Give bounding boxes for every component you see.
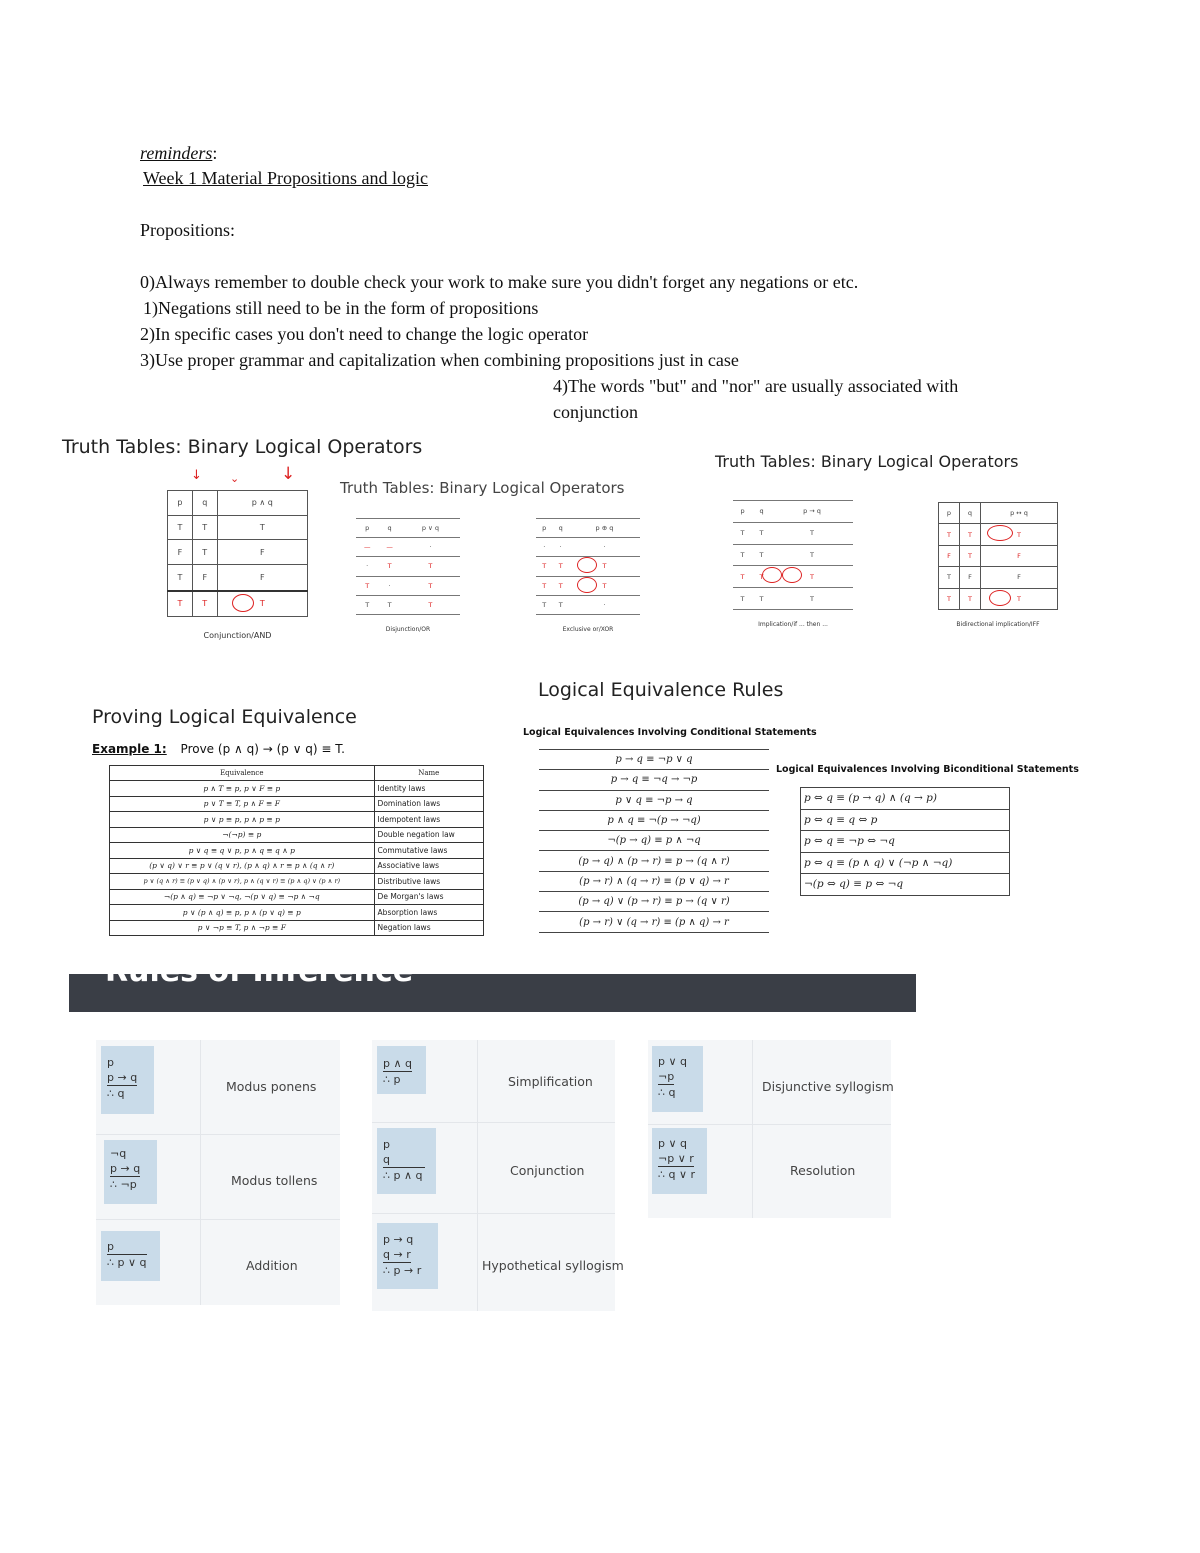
row-divider xyxy=(96,1219,340,1220)
premise-line: ¬p ∨ r xyxy=(658,1152,694,1165)
propositions-heading: Propositions: xyxy=(140,220,236,240)
conclusion-line: ∴ p → r xyxy=(383,1264,422,1277)
example-text: Prove (p ∧ q) → (p ∨ q) ≡ T. xyxy=(180,742,345,756)
rule-name: Conjunction xyxy=(510,1163,585,1178)
table-header: p xyxy=(168,491,193,516)
premise-line: ¬p xyxy=(658,1070,675,1083)
table-header: q xyxy=(378,519,400,538)
table-cell: T xyxy=(168,515,193,540)
arrow-down-icon: ↓ xyxy=(191,468,202,483)
table-cell: ¬(p → q) ≡ p ∧ ¬q xyxy=(539,831,769,851)
table-cell: T xyxy=(733,544,752,566)
table-caption: Conjunction/AND xyxy=(203,631,272,640)
table-cell: Domination laws xyxy=(374,796,483,812)
premise-line: q xyxy=(383,1152,425,1168)
circle-mark-icon xyxy=(989,590,1011,606)
table-cell: T xyxy=(752,588,771,610)
table-cell: p ∨ p ≡ p, p ∧ p ≡ p xyxy=(110,812,375,828)
implication-table xyxy=(733,500,853,610)
row-divider xyxy=(648,1124,891,1125)
table-cell: T xyxy=(192,591,217,617)
table-header: p ↔ q xyxy=(981,503,1058,524)
table-cell: · xyxy=(378,576,400,595)
table-cell: p → q ≡ ¬q → ¬p xyxy=(539,770,769,790)
table-cell xyxy=(771,566,853,588)
equivalence-laws-table xyxy=(109,765,484,936)
table-cell: Associative laws xyxy=(374,858,483,874)
table-header: q xyxy=(752,501,771,523)
circle-mark-icon xyxy=(782,567,802,583)
table-cell: T xyxy=(401,595,460,614)
table-cell: T xyxy=(960,545,981,566)
table-cell: T xyxy=(192,540,217,565)
table-cell: F xyxy=(981,545,1058,566)
conclusion-line: ∴ q ∨ r xyxy=(658,1168,696,1181)
conclusion-line: ∴ p ∨ q xyxy=(107,1256,147,1269)
table-cell: Double negation law xyxy=(374,827,483,843)
premise-line: ¬q xyxy=(110,1147,127,1160)
table-cell: Negation laws xyxy=(374,920,483,936)
table-cell: T xyxy=(536,595,552,614)
table-cell: p ∧ T ≡ p, p ∨ F ≡ p xyxy=(110,781,375,797)
table-cell: (p → q) ∧ (p → r) ≡ p → (q ∧ r) xyxy=(539,851,769,871)
biconditional-equivalences-table xyxy=(800,787,1010,896)
cell-value: T xyxy=(1017,530,1021,539)
proving-heading: Proving Logical Equivalence xyxy=(92,706,357,728)
premise-line: p → q xyxy=(383,1233,414,1246)
premise-line: p ∨ q xyxy=(658,1055,688,1068)
table-header: p xyxy=(939,503,960,524)
column-divider xyxy=(200,1040,201,1305)
table-header: p xyxy=(536,519,552,538)
table-cell: · xyxy=(569,595,640,614)
table-header: p ∧ q xyxy=(217,491,307,516)
table-header: p → q xyxy=(771,501,853,523)
biconditional-title: Logical Equivalences Involving Biconditional Statements xyxy=(776,764,1079,775)
table-cell: T xyxy=(378,557,400,576)
table-cell: · xyxy=(552,538,568,557)
table-cell: T xyxy=(960,588,981,609)
arrow-down-icon: ↓ xyxy=(281,464,296,484)
rule-name: Addition xyxy=(246,1258,298,1273)
cell-value: T xyxy=(759,572,764,581)
table-cell xyxy=(217,591,307,617)
table-cell: p → q ≡ ¬p ∨ q xyxy=(539,750,769,770)
table-cell: T xyxy=(752,522,771,544)
note-item: conjunction xyxy=(553,402,638,422)
table-cell: T xyxy=(168,565,193,591)
table-cell: T xyxy=(552,595,568,614)
rule-premises xyxy=(652,1046,703,1112)
table-cell: · xyxy=(401,538,460,557)
truth-tables-heading: Truth Tables: Binary Logical Operators xyxy=(62,436,423,458)
circle-mark-icon xyxy=(987,525,1013,541)
reminders-heading xyxy=(140,143,217,164)
conclusion-line: ∴ q xyxy=(658,1086,676,1099)
table-cell: — xyxy=(356,538,378,557)
table-cell xyxy=(569,557,640,576)
premise-line: p ∨ q xyxy=(658,1137,688,1150)
table-cell: Commutative laws xyxy=(374,843,483,859)
conclusion-line: ∴ ¬p xyxy=(110,1178,137,1191)
table-cell: Idempotent laws xyxy=(374,812,483,828)
table-cell: F xyxy=(192,565,217,591)
table-header: q xyxy=(960,503,981,524)
table-cell: T xyxy=(378,595,400,614)
table-cell: (p → q) ∨ (p → r) ≡ p → (q ∨ r) xyxy=(539,892,769,912)
conditional-equivalences-table xyxy=(539,749,769,933)
truth-tables-heading: Truth Tables: Binary Logical Operators xyxy=(340,479,625,497)
note-item: 2)In specific cases you don't need to change the logic operator xyxy=(140,324,589,344)
table-header: p xyxy=(733,501,752,523)
table-cell: T xyxy=(356,576,378,595)
rule-premises xyxy=(104,1140,157,1204)
rule-premises xyxy=(652,1128,707,1194)
table-cell: F xyxy=(168,540,193,565)
table-header: p ∨ q xyxy=(401,519,460,538)
table-cell: Absorption laws xyxy=(374,905,483,921)
table-cell: · xyxy=(569,538,640,557)
table-cell: p ⇔ q ≡ q ⇔ p xyxy=(801,809,1010,831)
table-cell: p ∨ (q ∧ r) ≡ (p ∨ q) ∧ (p ∨ r), p ∧ (q ∨ r) ≡ (p ∧ q) ∨ (p ∧ r) xyxy=(110,874,375,890)
table-cell: T xyxy=(939,524,960,545)
table-cell: · xyxy=(536,538,552,557)
rule-name: Modus tollens xyxy=(231,1173,318,1188)
table-cell: F xyxy=(960,567,981,588)
table-cell: T xyxy=(401,557,460,576)
inference-banner xyxy=(69,954,916,1012)
table-cell: (p → r) ∨ (q → r) ≡ (p ∧ q) → r xyxy=(539,912,769,932)
rule-name: Simplification xyxy=(508,1074,593,1089)
circle-mark-icon xyxy=(577,557,597,573)
example-label: Example 1: xyxy=(92,742,167,756)
circle-mark-icon xyxy=(577,577,597,593)
table-cell: (p ∨ q) ∨ r ≡ p ∨ (q ∨ r), (p ∧ q) ∧ r ≡ p ∧ (q ∧ r) xyxy=(110,858,375,874)
cell-value: T xyxy=(602,581,607,590)
table-cell: De Morgan's laws xyxy=(374,889,483,905)
table-cell: T xyxy=(771,522,853,544)
note-item: 3)Use proper grammar and capitalization when combining propositions just in case xyxy=(140,350,739,370)
table-cell: T xyxy=(401,576,460,595)
rule-name: Disjunctive syllogism xyxy=(762,1079,894,1094)
table-cell: T xyxy=(552,576,568,595)
rule-name: Hypothetical syllogism xyxy=(482,1258,624,1273)
table-cell: T xyxy=(536,557,552,576)
table-caption: Exclusive or/XOR xyxy=(562,626,614,633)
truth-tables-heading: Truth Tables: Binary Logical Operators xyxy=(715,452,1019,471)
table-cell: T xyxy=(939,567,960,588)
note-item: 1)Negations still need to be in the form of propositions xyxy=(143,298,539,318)
table-cell: · xyxy=(356,557,378,576)
table-cell: T xyxy=(733,566,752,588)
table-cell: p ∨ T ≡ T, p ∧ F ≡ F xyxy=(110,796,375,812)
table-caption: Implication/if ... then ... xyxy=(758,621,828,628)
table-cell: Distributive laws xyxy=(374,874,483,890)
note-item: 0)Always remember to double check your work to make sure you didn't forget any negations or etc. xyxy=(140,272,859,292)
table-cell: (p → r) ∧ (q → r) ≡ (p ∨ q) → r xyxy=(539,871,769,891)
table-caption: Bidirectional implication/IFF xyxy=(956,621,1040,628)
rule-premises xyxy=(377,1128,436,1194)
table-header: q xyxy=(192,491,217,516)
table-cell xyxy=(752,566,771,588)
table-cell: p ⇔ q ≡ ¬p ⇔ ¬q xyxy=(801,831,1010,853)
note-item: 4)The words "but" and "nor" are usually associated with xyxy=(553,376,959,396)
table-cell xyxy=(981,588,1058,609)
table-cell: T xyxy=(536,576,552,595)
conditional-title: Logical Equivalences Involving Conditional Statements xyxy=(523,727,817,738)
table-cell: F xyxy=(217,565,307,591)
rule-premises xyxy=(101,1231,160,1281)
cell-value: T xyxy=(1017,594,1021,603)
table-header: q xyxy=(552,519,568,538)
table-cell: F xyxy=(217,540,307,565)
table-cell: T xyxy=(217,515,307,540)
biconditional-table xyxy=(938,502,1058,610)
xor-table xyxy=(536,518,640,615)
premise-line: p xyxy=(107,1239,147,1255)
table-header: Name xyxy=(374,766,483,781)
table-cell: T xyxy=(192,515,217,540)
conclusion-line: ∴ p xyxy=(383,1073,401,1086)
rule-name: Modus ponens xyxy=(226,1079,317,1094)
row-divider xyxy=(372,1213,615,1214)
table-cell: p ∨ q ≡ ¬p → q xyxy=(539,790,769,810)
table-cell: T xyxy=(752,544,771,566)
table-caption: Disjunction/OR xyxy=(385,626,431,633)
cell-value: T xyxy=(259,599,265,609)
table-cell: Identity laws xyxy=(374,781,483,797)
premise-line: p ∧ q xyxy=(383,1057,413,1070)
arrow-down-icon: ⌄ xyxy=(230,472,240,485)
table-cell: T xyxy=(168,591,193,617)
table-cell: F xyxy=(939,545,960,566)
row-divider xyxy=(96,1134,340,1135)
table-cell: F xyxy=(981,567,1058,588)
rule-premises xyxy=(377,1223,438,1289)
rule-premises xyxy=(101,1046,154,1114)
table-cell: T xyxy=(939,588,960,609)
table-cell: T xyxy=(733,522,752,544)
table-header: Equivalence xyxy=(110,766,375,781)
premise-line: p → q xyxy=(110,1162,141,1175)
reminders-label: reminders xyxy=(140,143,213,163)
premise-line: q → r xyxy=(383,1248,411,1261)
table-cell: p ∨ q ≡ q ∨ p, p ∧ q ≡ q ∧ p xyxy=(110,843,375,859)
table-cell: p ⇔ q ≡ (p → q) ∧ (q → p) xyxy=(801,788,1010,810)
column-divider xyxy=(752,1040,753,1218)
table-cell: p ∨ ¬p ≡ T, p ∧ ¬p ≡ F xyxy=(110,920,375,936)
equivalence-rules-heading: Logical Equivalence Rules xyxy=(538,679,784,701)
cell-value: T xyxy=(602,562,607,571)
premise-line: p xyxy=(383,1138,390,1151)
table-cell: T xyxy=(552,557,568,576)
conclusion-line: ∴ q xyxy=(107,1087,125,1100)
rule-premises xyxy=(377,1046,426,1094)
table-cell: ¬(p ⇔ q) ≡ p ⇔ ¬q xyxy=(801,874,1010,896)
premise-line: p → q xyxy=(107,1071,138,1084)
table-cell: — xyxy=(378,538,400,557)
disjunction-table xyxy=(356,518,460,615)
table-cell xyxy=(981,524,1058,545)
row-divider xyxy=(372,1122,615,1123)
conclusion-line: ∴ p ∧ q xyxy=(383,1169,423,1182)
table-cell: T xyxy=(733,588,752,610)
table-cell: T xyxy=(771,588,853,610)
table-header: p ⊕ q xyxy=(569,519,640,538)
table-cell: p ∧ q ≡ ¬(p → ¬q) xyxy=(539,810,769,830)
rule-name: Resolution xyxy=(790,1163,856,1178)
example-line xyxy=(92,742,345,756)
table-cell: p ∨ (p ∧ q) ≡ p, p ∧ (p ∨ q) ≡ p xyxy=(110,905,375,921)
conjunction-table xyxy=(167,490,308,617)
table-header: p xyxy=(356,519,378,538)
cell-value: T xyxy=(810,572,814,581)
table-cell: T xyxy=(356,595,378,614)
circle-mark-icon xyxy=(232,594,254,612)
table-cell: ¬(p ∧ q) ≡ ¬p ∨ ¬q, ¬(p ∨ q) ≡ ¬p ∧ ¬q xyxy=(110,889,375,905)
week-title: Week 1 Material Propositions and logic xyxy=(143,168,428,188)
table-cell: p ⇔ q ≡ (p ∧ q) ∨ (¬p ∧ ¬q) xyxy=(801,852,1010,874)
inference-banner-title: Rules of Inference xyxy=(105,954,414,989)
premise-line: p xyxy=(107,1056,114,1069)
table-cell xyxy=(569,576,640,595)
reminders-colon: : xyxy=(212,143,218,163)
table-cell: T xyxy=(960,524,981,545)
table-cell: ¬(¬p) ≡ p xyxy=(110,827,375,843)
column-divider xyxy=(477,1040,478,1311)
table-cell: T xyxy=(771,544,853,566)
